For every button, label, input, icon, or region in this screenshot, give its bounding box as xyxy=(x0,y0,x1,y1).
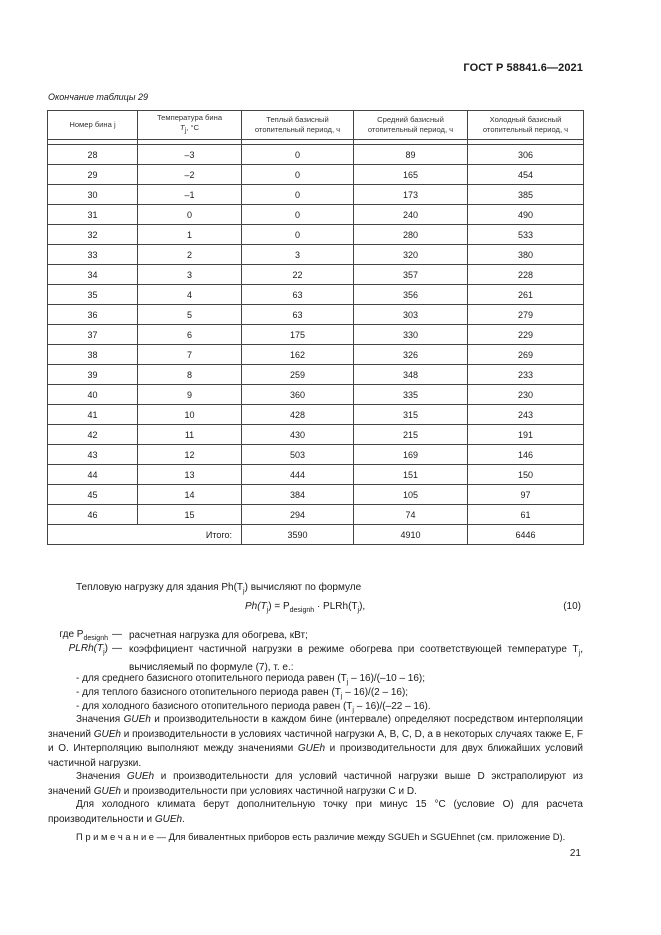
table-cell: 0 xyxy=(242,145,354,165)
table-cell: 356 xyxy=(354,285,468,305)
table-cell: 33 xyxy=(48,245,138,265)
table-cell: 7 xyxy=(138,345,242,365)
table-cell: 384 xyxy=(242,485,354,505)
table-row xyxy=(48,445,584,465)
table-row xyxy=(48,325,584,345)
formula-10: $Ph(T_j) = P_{designh}$ · $PLRh(T_j)$, xyxy=(245,601,366,614)
table-cell: 0 xyxy=(242,185,354,205)
paragraph-extrapolation: Значения GUEh и производительности для условий частичной нагрузки выше D экстраполируют из значений GUEh и производительности при условиях частичной нагрузки C и D. xyxy=(48,771,583,797)
table-cell: 280 xyxy=(354,225,468,245)
table-cell: 191 xyxy=(468,425,584,445)
table-cell: 8 xyxy=(138,365,242,385)
table-cell: 11 xyxy=(138,425,242,445)
table-row xyxy=(48,185,584,205)
table-cell: 15 xyxy=(138,505,242,525)
list-item-average: - для среднего базисного отопительного периода равен $(T_j - 16)/(-10 - 16)$; xyxy=(76,673,426,686)
table-cell: 32 xyxy=(48,225,138,245)
table-cell: 41 xyxy=(48,405,138,425)
table-cell: –2 xyxy=(138,165,242,185)
table-cell: 30 xyxy=(48,185,138,205)
table-cell: 173 xyxy=(354,185,468,205)
table-cell: 454 xyxy=(468,165,584,185)
total-cold: 6446 xyxy=(468,525,584,545)
table-cell: 243 xyxy=(468,405,584,425)
table-cell: 4 xyxy=(138,285,242,305)
table-cell: 503 xyxy=(242,445,354,465)
table-row xyxy=(48,205,584,225)
table-cell: 259 xyxy=(242,365,354,385)
table-cell: 269 xyxy=(468,345,584,365)
table-cell: 230 xyxy=(468,385,584,405)
table-row xyxy=(48,285,584,305)
table-cell: 61 xyxy=(468,505,584,525)
table-cell: 315 xyxy=(354,405,468,425)
table-cell: 320 xyxy=(354,245,468,265)
table-cell: 14 xyxy=(138,485,242,505)
table-cell: 228 xyxy=(468,265,584,285)
header-average-period: Средний базисный отопительный период, ч xyxy=(354,111,468,140)
table-row xyxy=(48,505,584,525)
definition-plrh: коэффициент частичной нагрузки в режиме обогрева при соответствующей температуре $T_j$, вычисляемый по формуле (7), т. е.: xyxy=(129,644,583,673)
table-cell: 335 xyxy=(354,385,468,405)
table-row xyxy=(48,465,584,485)
table-cell: 261 xyxy=(468,285,584,305)
formula-number: (10) xyxy=(563,601,581,612)
table-cell: 63 xyxy=(242,285,354,305)
paragraph-interpolation: Значения GUEh и производительности в каждом бине (интервале) определяют посредством интерполяции значений GUEh и производительности в условиях частичной нагрузки A, B, C, D, а в некоторых случаях также E, F и O. Интерполяцию выполняют между значениями GUEh и производительности для двух ближайших условий частичной нагрузки. xyxy=(48,714,583,769)
table-cell: 306 xyxy=(468,145,584,165)
table-cell: 330 xyxy=(354,325,468,345)
table-cell: 38 xyxy=(48,345,138,365)
table-cell: 151 xyxy=(354,465,468,485)
table-cell: 229 xyxy=(468,325,584,345)
table-cell: 0 xyxy=(138,205,242,225)
table-cell: 175 xyxy=(242,325,354,345)
total-average: 4910 xyxy=(354,525,468,545)
document-id: ГОСТ Р 58841.6—2021 xyxy=(463,62,583,74)
table-row xyxy=(48,305,584,325)
table-cell: 150 xyxy=(468,465,584,485)
table-cell: 44 xyxy=(48,465,138,485)
header-temperature: Температура бина $T_j$, °C xyxy=(138,111,242,140)
table-row xyxy=(48,265,584,285)
table-cell: 31 xyxy=(48,205,138,225)
table-cell: 2 xyxy=(138,245,242,265)
table-cell: 0 xyxy=(242,205,354,225)
note: П р и м е ч а н и е — Для бивалентных приборов есть различие между SGUEh и SGUEhnet (см. приложение D). xyxy=(76,831,566,842)
table-row xyxy=(48,365,584,385)
table-cell: 13 xyxy=(138,465,242,485)
table-row xyxy=(48,405,584,425)
table-cell: 1 xyxy=(138,225,242,245)
table-cell: –3 xyxy=(138,145,242,165)
table-cell: 35 xyxy=(48,285,138,305)
table-cell: 34 xyxy=(48,265,138,285)
table-cell: 360 xyxy=(242,385,354,405)
header-warm-period: Теплый базисный отопительный период, ч xyxy=(242,111,354,140)
table-cell: 97 xyxy=(468,485,584,505)
table-cell: 6 xyxy=(138,325,242,345)
table-cell: 36 xyxy=(48,305,138,325)
table-cell: 46 xyxy=(48,505,138,525)
paragraph-cold-climate: Для холодного климата берут дополнительную точку при минус 15 °С (условие O) для расчета производительности и GUEh. xyxy=(48,799,583,825)
page-number: 21 xyxy=(569,848,581,859)
table-cell: 348 xyxy=(354,365,468,385)
table-cell: 357 xyxy=(354,265,468,285)
table-cell: 233 xyxy=(468,365,584,385)
table-cell: 169 xyxy=(354,445,468,465)
table-row xyxy=(48,345,584,365)
table-cell: 326 xyxy=(354,345,468,365)
table-cell: 279 xyxy=(468,305,584,325)
definition-pdesign: расчетная нагрузка для обогрева, кВт; xyxy=(129,630,308,641)
table-cell: 430 xyxy=(242,425,354,445)
table-row xyxy=(48,425,584,445)
table-cell: 45 xyxy=(48,485,138,505)
where-pdesign-label: где $P_{designh}$ xyxy=(59,629,108,642)
table-cell: 10 xyxy=(138,405,242,425)
list-item-cold: - для холодного базисного отопительного периода равен $(T_j - 16)/(-22 - 16)$. xyxy=(76,701,431,714)
plrh-label: $PLRh(T_j)$ xyxy=(68,643,108,656)
table-cell: 89 xyxy=(354,145,468,165)
table-cell: 490 xyxy=(468,205,584,225)
table-cell: 162 xyxy=(242,345,354,365)
table-cell: 146 xyxy=(468,445,584,465)
table-cell: 37 xyxy=(48,325,138,345)
table-cell: 165 xyxy=(354,165,468,185)
list-item-warm: - для теплого базисного отопительного периода равен $(T_j - 16)/(2 - 16)$; xyxy=(76,687,409,700)
table-cell: 5 xyxy=(138,305,242,325)
table-cell: 294 xyxy=(242,505,354,525)
table-cell: 215 xyxy=(354,425,468,445)
table-cell: 29 xyxy=(48,165,138,185)
table-cell: 533 xyxy=(468,225,584,245)
header-cold-period: Холодный базисный отопительный период, ч xyxy=(468,111,584,140)
table-cell: 444 xyxy=(242,465,354,485)
header-bin-number: Номер бина j xyxy=(48,111,138,140)
table-cell: 303 xyxy=(354,305,468,325)
formula-intro: Тепловую нагрузку для здания $Ph(T_j)$ вычисляют по формуле xyxy=(76,582,362,595)
table-cell: 0 xyxy=(242,165,354,185)
table-cell: 12 xyxy=(138,445,242,465)
total-warm: 3590 xyxy=(242,525,354,545)
table-row xyxy=(48,245,584,265)
table-cell: 105 xyxy=(354,485,468,505)
table-caption: Окончание таблицы 29 xyxy=(48,92,148,102)
dash-2: — xyxy=(112,643,122,654)
table-cell: 39 xyxy=(48,365,138,385)
table-cell: 28 xyxy=(48,145,138,165)
table-cell: 428 xyxy=(242,405,354,425)
table-cell: –1 xyxy=(138,185,242,205)
table-cell: 3 xyxy=(242,245,354,265)
table-row xyxy=(48,485,584,505)
table-cell: 74 xyxy=(354,505,468,525)
table-cell: 3 xyxy=(138,265,242,285)
table-row xyxy=(48,165,584,185)
table-row xyxy=(48,385,584,405)
bin-hours-table xyxy=(47,110,584,545)
table-cell: 40 xyxy=(48,385,138,405)
total-label: Итого: xyxy=(48,525,242,545)
table-cell: 43 xyxy=(48,445,138,465)
table-cell: 63 xyxy=(242,305,354,325)
dash-1: — xyxy=(112,629,122,640)
table-cell: 385 xyxy=(468,185,584,205)
table-row xyxy=(48,145,584,165)
table-cell: 22 xyxy=(242,265,354,285)
table-cell: 0 xyxy=(242,225,354,245)
table-row xyxy=(48,225,584,245)
table-cell: 380 xyxy=(468,245,584,265)
table-cell: 42 xyxy=(48,425,138,445)
table-total-row xyxy=(48,525,584,545)
table-cell: 240 xyxy=(354,205,468,225)
table-cell: 9 xyxy=(138,385,242,405)
